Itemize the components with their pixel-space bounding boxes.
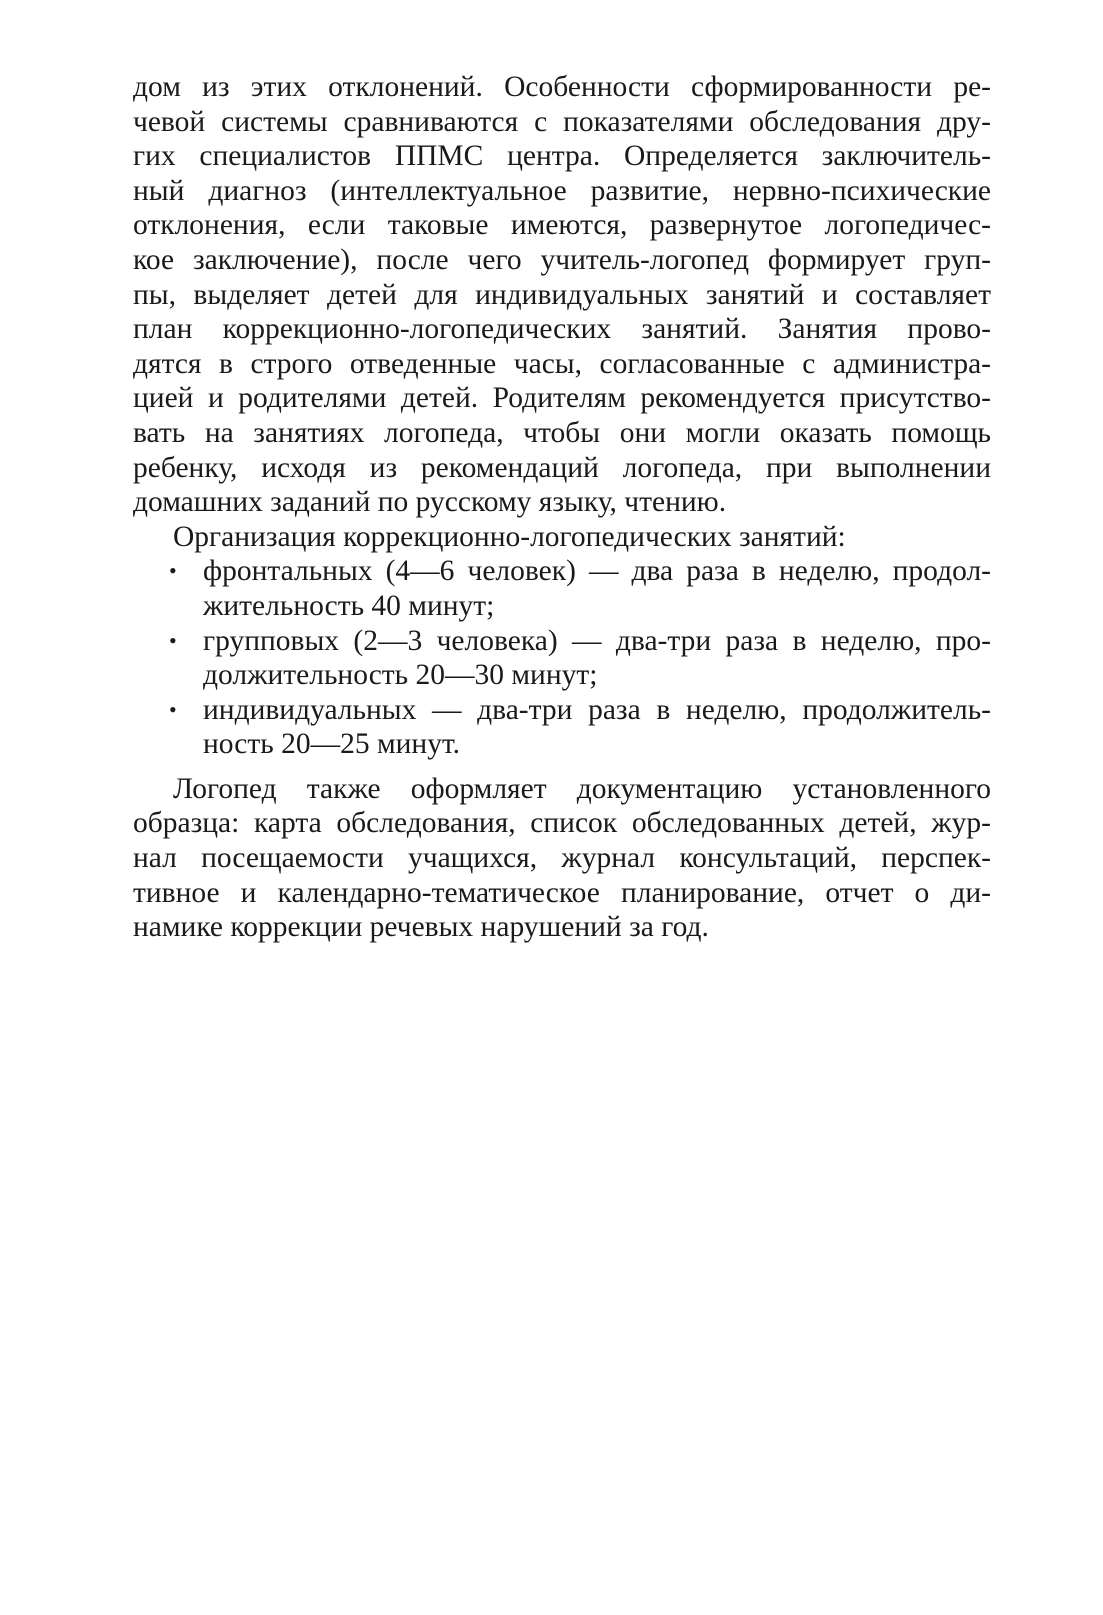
text-line: дом из этих отклонений. Особенности сформированности ре- bbox=[133, 71, 991, 103]
paragraph-2 bbox=[133, 772, 991, 945]
list-item-frontal bbox=[133, 554, 991, 623]
text-line: ребенку, исходя из рекомендаций логопеда, при выполнении bbox=[133, 451, 991, 484]
text-line: план коррекционно-логопедических занятий. Занятия прово- bbox=[133, 313, 991, 346]
list-item-group bbox=[133, 624, 991, 693]
text-line: индивидуальных — два-три раза в неделю, продолжитель- bbox=[203, 693, 991, 726]
text-line: дятся в строго отведенные часы, согласованные с администра- bbox=[133, 347, 991, 380]
text-line: цией и родителями детей. Родителям рекомендуется присутство- bbox=[133, 382, 991, 415]
text-line: отклонения, если таковые имеются, развернутое логопедичес- bbox=[133, 209, 991, 242]
page-body bbox=[133, 70, 991, 945]
paragraph-1 bbox=[133, 70, 991, 520]
bullet-list bbox=[133, 554, 991, 762]
text-line: жительность 40 минут; bbox=[203, 589, 495, 622]
list-intro: Организация коррекционно-логопедических занятий: bbox=[173, 520, 846, 553]
text-line: кое заключение), после чего учитель-логопед формирует груп- bbox=[133, 243, 991, 276]
text-line: тивное и календарно-тематическое планирование, отчет о ди- bbox=[133, 876, 991, 909]
bullet-icon: • bbox=[169, 558, 177, 584]
spacer bbox=[133, 762, 991, 772]
text-line: должительность 20—30 минут; bbox=[203, 659, 598, 692]
text-line: групповых (2—3 человека) — два-три раза в неделю, про- bbox=[203, 624, 991, 657]
text-line: фронтальных (4—6 человек) — два раза в неделю, продол- bbox=[203, 555, 991, 588]
text-line: образца: карта обследования, список обследованных детей, жур- bbox=[133, 807, 991, 840]
text-line: ный диагноз (интеллектуальное развитие, нервно-психические bbox=[133, 174, 991, 207]
text-line: домашних заданий по русскому языку, чтению. bbox=[133, 486, 727, 519]
bullet-icon: • bbox=[169, 627, 177, 653]
bullet-icon: • bbox=[169, 696, 177, 722]
text-line: нал посещаемости учащихся, журнал консультаций, перспек- bbox=[133, 842, 991, 875]
text-line: намике коррекции речевых нарушений за год. bbox=[133, 911, 709, 944]
text-line: пы, выделяет детей для индивидуальных занятий и составляет bbox=[133, 278, 991, 311]
list-item-individual bbox=[133, 693, 991, 762]
text-line: Логопед также оформляет документацию установленного bbox=[173, 772, 991, 805]
text-line: вать на занятиях логопеда, чтобы они могли оказать помощь bbox=[133, 416, 991, 449]
text-line: чевой системы сравниваются с показателями обследования дру- bbox=[133, 105, 991, 138]
text-line: ность 20—25 минут. bbox=[203, 728, 461, 761]
text-line: гих специалистов ППМС центра. Определяется заключитель- bbox=[133, 140, 991, 173]
